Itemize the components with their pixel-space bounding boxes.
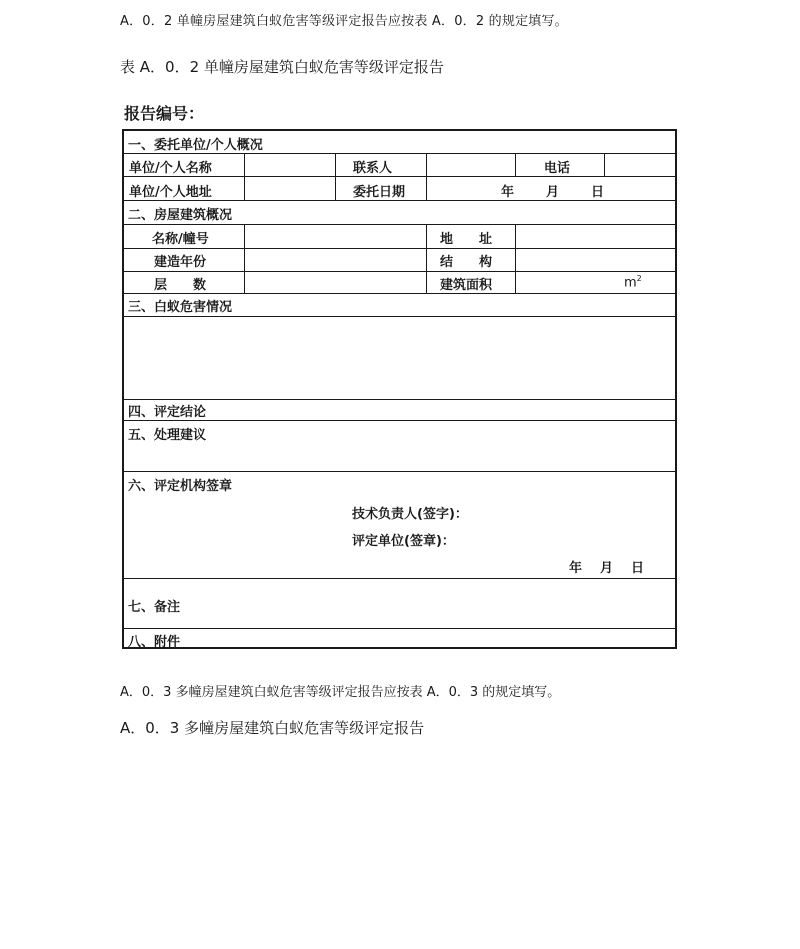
col-divider — [515, 153, 516, 176]
col-divider — [604, 153, 605, 176]
phone-label: 电话 — [544, 161, 571, 176]
col-divider — [426, 153, 427, 200]
sign-date-month: 月 — [600, 561, 614, 576]
row-divider — [124, 271, 675, 272]
row-divider — [124, 200, 675, 201]
row-divider — [124, 471, 675, 472]
col-divider — [244, 153, 245, 200]
table-caption-a02: 表 A．0．2 单幢房屋建筑白蚁危害等级评定报告 — [120, 58, 444, 76]
row-divider — [124, 399, 675, 400]
row-divider — [124, 578, 675, 579]
assessment-report-form — [122, 129, 677, 649]
row-divider — [124, 224, 675, 225]
row-divider — [124, 293, 675, 294]
commission-date-label: 委托日期 — [353, 185, 406, 200]
floors-label: 层 数 — [154, 278, 207, 293]
contact-label: 联系人 — [353, 161, 393, 176]
col-divider — [515, 224, 516, 294]
unit-seal-label: 评定单位(签章)： — [352, 534, 455, 549]
section2-title: 二、房屋建筑概况 — [128, 208, 233, 223]
tech-lead-signature-label: 技术负责人(签字)： — [352, 507, 468, 522]
report-number-label: 报告编号： — [124, 104, 205, 123]
col-divider — [426, 224, 427, 294]
section4-title: 四、评定结论 — [128, 405, 207, 420]
address-label: 单位/个人地址 — [129, 185, 212, 200]
building-name-label: 名称/幢号 — [152, 232, 209, 247]
col-divider — [244, 224, 245, 294]
paragraph-a03: A．0．3 多幢房屋建筑白蚁危害等级评定报告应按表 A．0．3 的规定填写。 — [120, 685, 561, 700]
section7-title: 七、备注 — [128, 600, 181, 615]
section8-title: 八、附件 — [128, 635, 181, 650]
date-day: 日 — [591, 185, 605, 200]
row-divider — [124, 628, 675, 629]
section6-title: 六、评定机构签章 — [128, 479, 233, 494]
row-divider — [124, 316, 675, 317]
area-label: 建筑面积 — [440, 278, 493, 293]
name-label: 单位/个人名称 — [129, 161, 212, 176]
build-year-label: 建造年份 — [154, 255, 207, 270]
structure-label: 结 构 — [440, 255, 493, 270]
date-year: 年 — [501, 185, 515, 200]
sign-date-day: 日 — [631, 561, 645, 576]
building-address-label: 地 址 — [440, 232, 493, 247]
date-month: 月 — [546, 185, 560, 200]
table-caption-a03: A．0．3 多幢房屋建筑白蚁危害等级评定报告 — [120, 719, 425, 737]
col-divider — [335, 153, 336, 200]
area-unit: $m^2$ — [624, 274, 642, 291]
row-divider — [124, 420, 675, 421]
section5-title: 五、处理建议 — [128, 428, 207, 443]
row-divider — [124, 176, 244, 177]
section1-title: 一、委托单位/个人概况 — [128, 138, 263, 153]
row-divider — [124, 248, 675, 249]
row-divider — [244, 176, 675, 177]
section3-title: 三、白蚁危害情况 — [128, 300, 233, 315]
row-divider — [124, 153, 675, 154]
paragraph-a02: A．0．2 单幢房屋建筑白蚁危害等级评定报告应按表 A．0．2 的规定填写。 — [120, 14, 568, 29]
sign-date-year: 年 — [569, 561, 583, 576]
